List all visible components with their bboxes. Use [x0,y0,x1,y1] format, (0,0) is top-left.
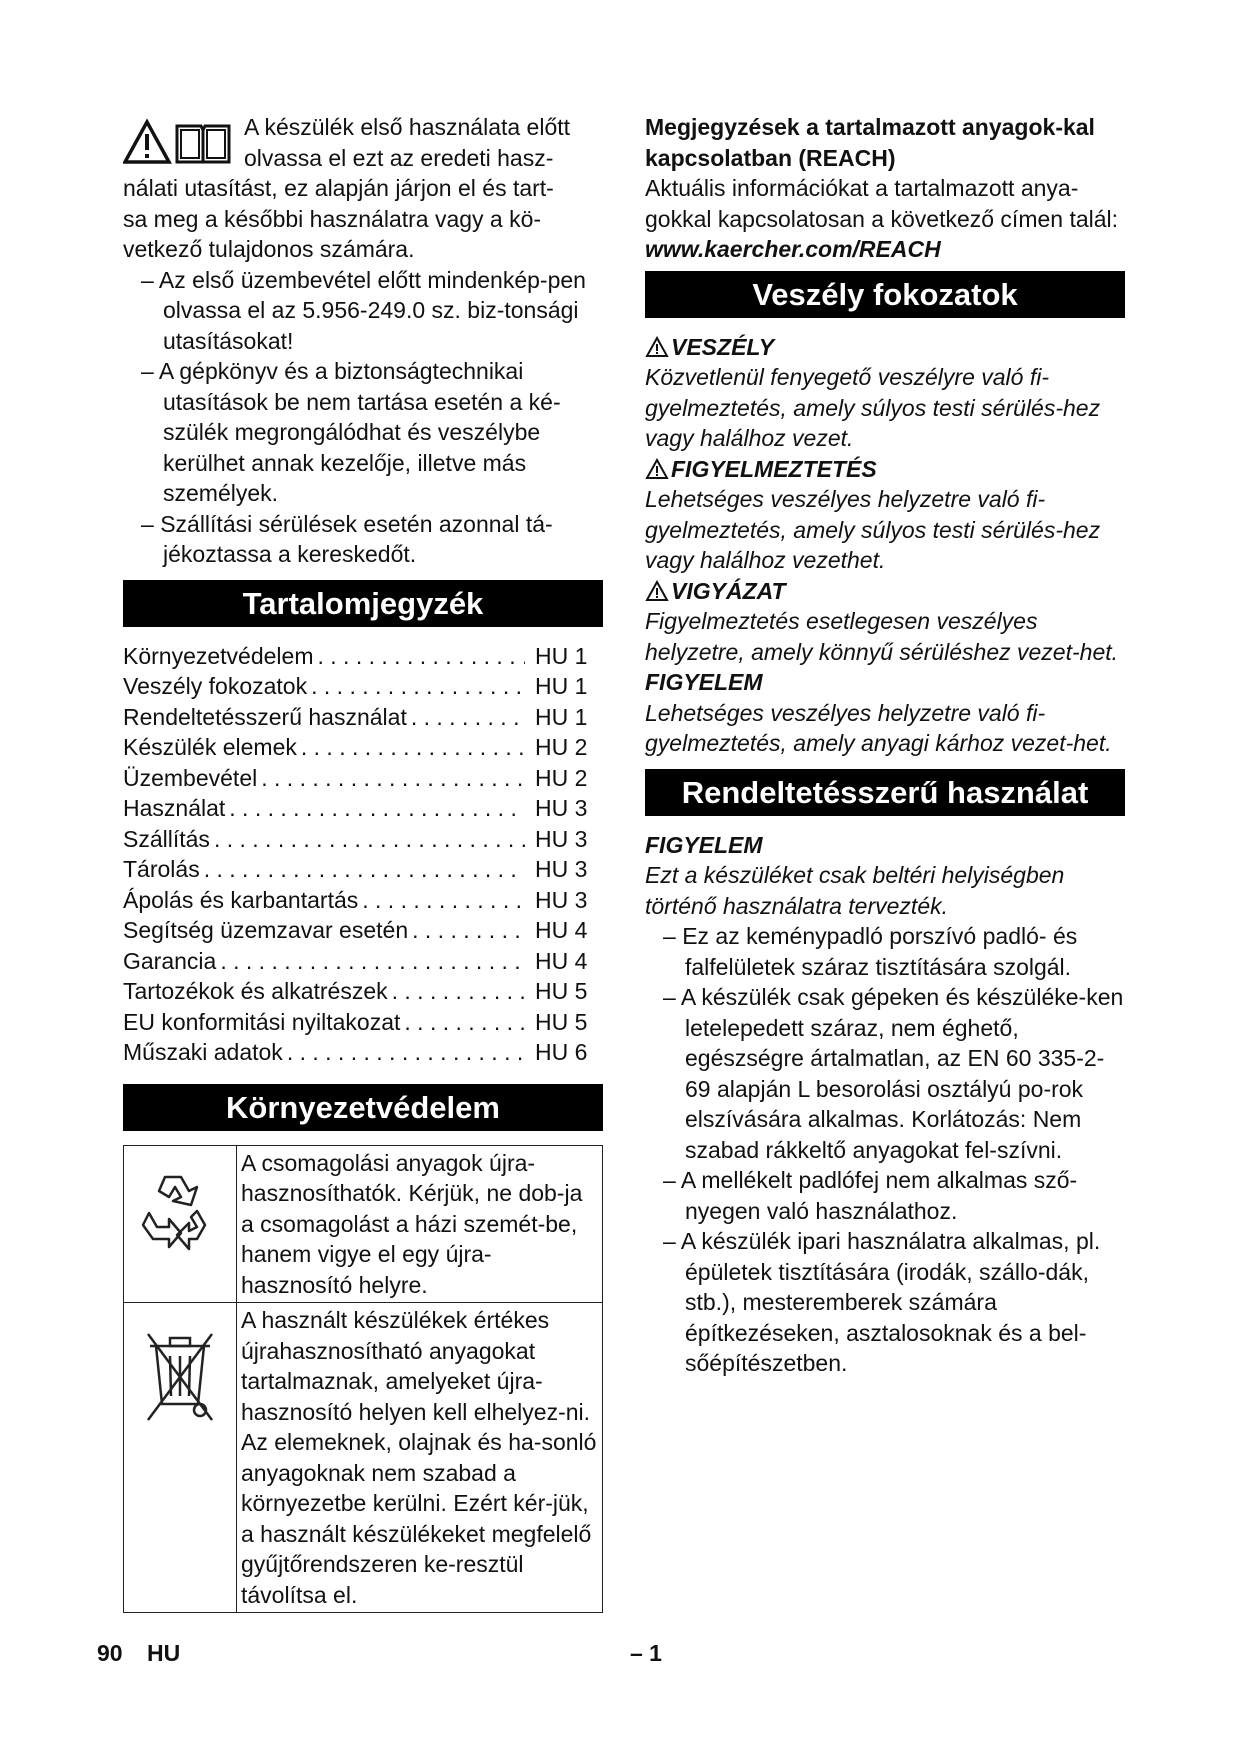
right-column [645,112,1125,1379]
danger-label: FIGYELEM [645,669,763,695]
toc-row[interactable] [123,732,603,763]
table-row [124,1303,603,1613]
list-item: – A gépkönyv és a biztonságtechnikai utasítások be nem tartása esetén a ké-szülék megrongálódhat és veszélybe kerülhet annak kezelője, illetve más személyek. [123,356,603,509]
table-row [124,1145,603,1303]
toc-label: Környezetvédelem [123,642,314,669]
danger-level [645,667,1125,759]
toc-row[interactable] [123,824,603,855]
danger-level [645,332,1125,454]
warning-icon [645,458,669,480]
list-item: – A készülék ipari használatra alkalmas, pl. épületek tisztítására (irodák, szállo-dák, stb.), mesteremberek számára építkezéseken, asztalosoknak és a bel-sőépítészetben. [645,1226,1125,1379]
toc-page: HU 1 [535,703,588,730]
toc-row[interactable] [123,854,603,885]
danger-label: FIGYELMEZTETÉS [671,455,877,482]
toc-label: Szállítás [123,825,210,852]
toc-label: Készülék elemek [123,734,297,760]
toc-page: HU 3 [535,856,588,882]
danger-text: Lehetséges veszélyes helyzetre való fi-gyelmeztetés, amely súlyos testi sérülés-hez vagy halálhoz vezethet. [645,486,1101,573]
toc-page: HU 3 [535,886,588,913]
toc-label: Tartozékok és alkatrészek [123,978,388,1004]
toc-label: Rendeltetésszerű használat [123,703,407,730]
toc-row[interactable] [123,946,603,977]
page-number: 90 [97,1640,123,1666]
toc-page: HU 4 [535,917,588,943]
reach-url[interactable]: www.kaercher.com/REACH [645,236,941,262]
intro-line: sa meg a későbbi használatra vagy a kö- [123,205,542,232]
toc-label: EU konformitási nyiltakozat [123,1008,401,1035]
footer-lang: HU [146,1640,181,1666]
toc-page: HU 1 [535,642,588,669]
toc-label: Veszély fokozatok [123,673,308,699]
toc-row[interactable] [123,1007,603,1038]
toc-row[interactable] [123,702,603,733]
danger-text: Figyelmeztetés esetlegesen veszélyes helyzetre, amely könnyű sérüléshez vezet-het. [645,608,1119,665]
toc-page: HU 3 [535,825,588,852]
toc-row[interactable] [123,793,603,824]
toc-page: HU 2 [535,764,588,791]
environment-text: A csomagolási anyagok újra-hasznosíthatók. Kérjük, ne dob-ja a csomagolást a házi szemét-be, hanem vigye el egy újra-hasznosító helyre. [237,1145,603,1303]
toc-row[interactable] [123,671,603,702]
intended-use-list [645,921,1125,1379]
toc-label: Segítség üzemzavar esetén [123,917,409,943]
danger-level [645,576,1125,668]
list-item: – Az első üzembevétel előtt mindenkép-pen olvassa el az 5.956-249.0 sz. biz-tonsági utasításokat! [123,265,603,357]
use-notice-label: FIGYELEM [645,831,763,858]
list-item: – Szállítási sérülések esetén azonnal tá-jékoztassa a kereskedőt. [123,509,603,570]
toc-row[interactable] [123,976,603,1007]
danger-level [645,454,1125,576]
left-column [123,112,603,1613]
intro-block [123,112,603,265]
toc-row[interactable] [123,915,603,946]
danger-label: VESZÉLY [671,333,775,360]
toc-page: HU 5 [535,978,588,1004]
toc-label: Ápolás és karbantartás [123,886,359,913]
toc-label: Használat [123,795,226,821]
list-item: – A készülék csak gépeken és készüléke-ken letelepedett száraz, nem éghető, egészségre ártalmatlan, az EN 60 335-2-69 alapján L besorolási osztályú po-rok elszívására alkalmas. Korlátozás: Nem szabad rákkeltő anyagokat fel-szívni. [645,982,1125,1165]
danger-text: Közvetlenül fenyegető veszélyre való fi-gyelmeztetés, amely súlyos testi sérülés-hez vagy halálhoz vezet. [645,364,1101,451]
intro-first-line: A készülék első használata előtt [244,114,571,140]
danger-text: Lehetséges veszélyes helyzetre való fi-gyelmeztetés, amely anyagi kárhoz vezet-het. [645,699,1112,756]
toc-row[interactable] [123,1037,603,1068]
crossed-bin-icon [140,1320,220,1430]
footer-page-info [97,1640,180,1667]
danger-label: VIGYÁZAT [671,577,786,604]
intro-bullets [123,265,603,570]
toc-row[interactable] [123,885,603,916]
toc-row[interactable] [123,641,603,672]
environment-table [123,1145,603,1614]
toc-page: HU 3 [535,795,588,821]
use-notice-text: Ezt a készüléket csak beltéri helyiségben történő használatra tervezték. [645,862,1065,919]
list-item: – A mellékelt padlófej nem alkalmas sző-nyegen való használathoz. [645,1165,1125,1226]
toc-page: HU 4 [535,947,588,974]
list-item: – Ez az keménypadló porszívó padló- és falfelületek száraz tisztítására szolgál. [645,921,1125,982]
toc-page: HU 5 [535,1008,588,1035]
toc-page: HU 6 [535,1039,588,1065]
warning-icon [645,580,669,602]
intro-line: vetkező tulajdonos számára. [123,236,415,262]
toc-heading: Tartalomjegyzék [123,580,603,627]
toc-label: Garancia [123,947,217,974]
reach-text: Aktuális információkat a tartalmazott anya-gokkal kapcsolatosan a következő címen talál: [645,175,1119,232]
intro-line: olvassa el ezt az eredeti hasz- [244,144,554,171]
toc-label: Műszaki adatok [123,1039,283,1065]
environment-text: A használt készülékek értékes újrahasznosítható anyagokat tartalmaznak, amelyeket újra-hasznosító helyen kell elhelyez-ni. Az elemeknek, olajnak és ha-sonló anyagoknak nem szabad a környezetbe kerülni. Ezért kér-jük, a használt készülékeket megfelelő gyűjtőrendszeren ke-resztül távolítsa el. [237,1303,603,1613]
danger-levels-heading: Veszély fokozatok [645,271,1125,318]
toc-label: Üzembevétel [123,764,258,791]
toc-row[interactable] [123,763,603,794]
reach-heading: Megjegyzések a tartalmazott anyagok-kal kapcsolatban (REACH) [645,114,1095,171]
intended-use-heading: Rendeltetésszerű használat [645,769,1125,816]
footer-center: – 1 [630,1640,662,1666]
table-of-contents [123,641,603,1068]
warning-icon [645,336,669,358]
intro-line: nálati utasítást, ez alapján járjon el és tart- [123,175,554,201]
toc-page: HU 1 [535,673,588,699]
recycle-icon [135,1165,225,1261]
warning-manual-icon [123,118,231,166]
toc-label: Tárolás [123,856,200,882]
environment-heading: Környezetvédelem [123,1084,603,1131]
toc-page: HU 2 [535,734,588,760]
